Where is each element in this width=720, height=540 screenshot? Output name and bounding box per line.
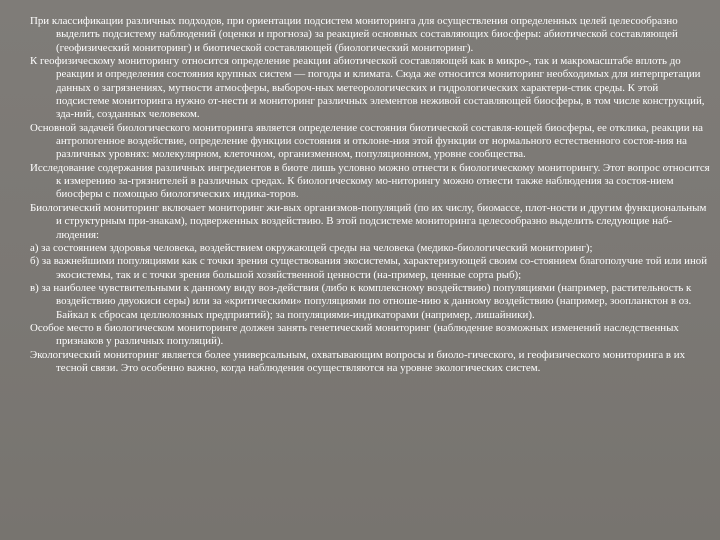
paragraph-biota-ingredients: Исследование содержания различных ингредиентов в биоте лишь условно можно отнести к биологическому мониторингу. Этот вопрос относится к измерению за-грязнителей в различных средах. К биологическому мо-ниторингу можно отнести также наблюдения за состоя-нием биосферы с помощью биологических индика-торов. xyxy=(30,161,710,201)
paragraph-item-a: а) за состоянием здоровья человека, воздействием окружающей среды на человека (медико-биологический мониторинг); xyxy=(30,241,593,254)
paragraph-biological-monitoring-task: Основной задачей биологического мониторинга является определение состояния биотической составля-ющей биосферы, ее отклика, реакции на антропогенное воздействие, определение функции состояния и отклоне-ния этой функции от нормального естественного состоя-ния на различных уровнях: молекулярном, клеточном, организменном, популяционном, уровне сообщества. xyxy=(30,121,703,161)
paragraph-ecological-monitoring: Экологический мониторинг является более универсальным, охватывающим вопросы и биоло-гического, и геофизического мониторинга в их тесной связи. Это особенно важно, когда наблюдения осуществляются на уровне экологических систем. xyxy=(30,348,686,374)
paragraph-item-b: б) за важнейшими популяциями как с точки зрения существования экосистемы, характеризующей своим со-стоянием благополучие той или иной экосистемы, так и с точки зрения большой хозяйственной ценности (на-пример, ценные сорта рыб); xyxy=(30,255,708,281)
paragraph-genetic-monitoring: Особое место в биологическом мониторинге должен занять генетический мониторинг (наблюдение возможных изменений наследственных признаков у различных популяций). xyxy=(30,321,679,348)
paragraph-geophysical-monitoring: К геофизическому мониторингу относится определение реакции абиотической составляющей как в микро-, так и макромасштабе вплоть до реакции и определения состояния крупных систем — погоды и климата. Сюда же относится мониторинг необходимых для интерпретации данных о загрязнениях, мутности атмосферы, выбороч-ных метеорологических и гидрологических характери-стик среды. К этой подсистеме мониторинга нужно от-нести и мониторинг различных элементов неживой составляющей биосферы, в том числе конструкций, зда-ний, созданных человеком. xyxy=(30,55,705,121)
document-body xyxy=(30,15,712,375)
paragraph-item-c: в) за наиболее чувствительными к данному виду воз-действия (либо к комплексному воздействию) популяциями (например, растительность к воздействию двуокиси серы) или за «критическими» популяциями по отноше-нию к данному воздействию (например, зоопланктон в оз. Байкал к сбросам целлюлозных предприятий); за популяциями-индикаторами (например, лишайники). xyxy=(30,281,692,321)
paragraph-biological-monitoring-includes: Биологический мониторинг включает мониторинг жи-вых организмов-популяций (по их числу, биомассе, плот-ности и другим функциональным и структурным при-знакам), подверженных воздействию. В этой подсистеме мониторинга целесообразно выделить следующие наб-людения: xyxy=(30,201,707,241)
paragraph-classification: При классификации различных подходов, при ориентации подсистем мониторинга для осуществления определенных целей целесообразно выделить подсистему наблюдений (оценки и прогноза) за реакцией основных составляющих биосферы: абиотической составляющей (геофизический мониторинг) и биотической составляющей (биологический мониторинг). xyxy=(30,15,678,54)
